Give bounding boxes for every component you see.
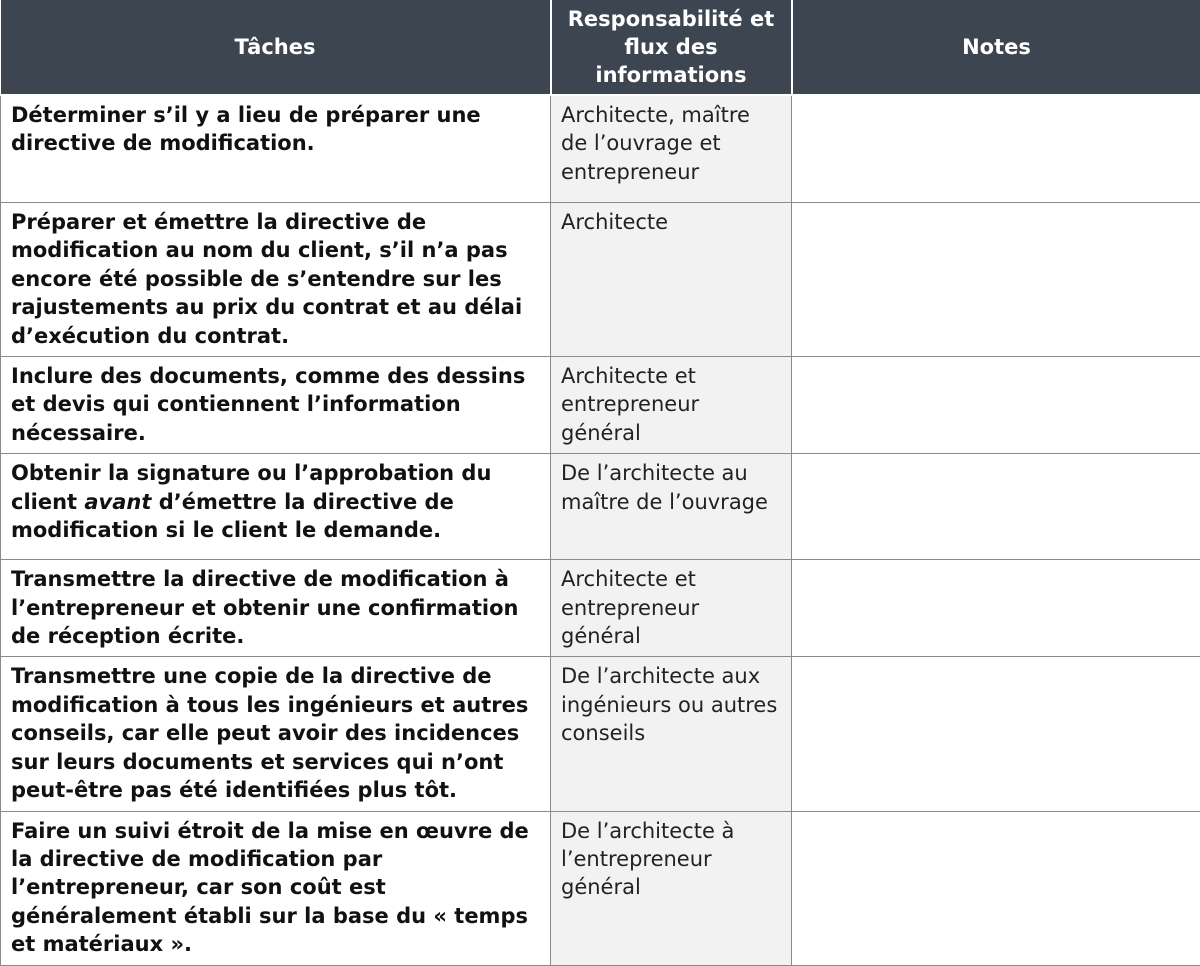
- responsibility-cell: De l’architecte aux ingénieurs ou autres conseils: [551, 657, 792, 811]
- task-cell: Inclure des documents, comme des dessins et devis qui contiennent l’information nécessaire.: [1, 357, 551, 454]
- responsibility-cell: Architecte: [551, 203, 792, 357]
- table-row: [1, 95, 1200, 203]
- task-text-after: d’émettre la directive de modification si le client le demande.: [11, 490, 454, 542]
- table-row: [1, 657, 1200, 811]
- notes-cell[interactable]: [792, 357, 1200, 454]
- header-responsibility: Responsabilité et flux des informations: [551, 0, 792, 95]
- table-row: [1, 357, 1200, 454]
- task-cell: Transmettre une copie de la directive de modification à tous les ingénieurs et autres conseils, car elle peut avoir des incidences sur leurs documents et services qui n’ont peut-être pas été identifiées plus tôt.: [1, 657, 551, 811]
- notes-cell[interactable]: [792, 95, 1200, 203]
- notes-cell[interactable]: [792, 560, 1200, 657]
- table-row: [1, 560, 1200, 657]
- task-text-before: Obtenir la signature ou l’approbation du client: [11, 461, 491, 513]
- table-body: [1, 95, 1200, 965]
- notes-cell[interactable]: [792, 811, 1200, 965]
- notes-cell[interactable]: [792, 657, 1200, 811]
- header-row: [1, 0, 1200, 95]
- table-header: [1, 0, 1200, 95]
- notes-cell[interactable]: [792, 203, 1200, 357]
- responsibility-cell: De l’architecte au maître de l’ouvrage: [551, 454, 792, 560]
- task-cell: [1, 454, 551, 560]
- table-row: [1, 454, 1200, 560]
- notes-cell[interactable]: [792, 454, 1200, 560]
- header-notes: Notes: [792, 0, 1200, 95]
- responsibility-cell: Architecte et entrepreneur général: [551, 357, 792, 454]
- responsibility-cell: Architecte, maître de l’ouvrage et entrepreneur: [551, 95, 792, 203]
- table-row: [1, 203, 1200, 357]
- responsibility-cell: Architecte et entrepreneur général: [551, 560, 792, 657]
- table-row: [1, 811, 1200, 965]
- task-text-emphasis: avant: [84, 490, 151, 514]
- task-cell: Faire un suivi étroit de la mise en œuvre de la directive de modification par l’entrepreneur, car son coût est généralement établi sur la base du « temps et matériaux ».: [1, 811, 551, 965]
- task-cell: Préparer et émettre la directive de modification au nom du client, s’il n’a pas encore été possible de s’entendre sur les rajustements au prix du contrat et au délai d’exécution du contrat.: [1, 203, 551, 357]
- responsibility-cell: De l’architecte à l’entrepreneur général: [551, 811, 792, 965]
- header-tasks: Tâches: [1, 0, 551, 95]
- task-cell: Transmettre la directive de modification à l’entrepreneur et obtenir une confirmation de réception écrite.: [1, 560, 551, 657]
- task-cell: Déterminer s’il y a lieu de préparer une directive de modification.: [1, 95, 551, 203]
